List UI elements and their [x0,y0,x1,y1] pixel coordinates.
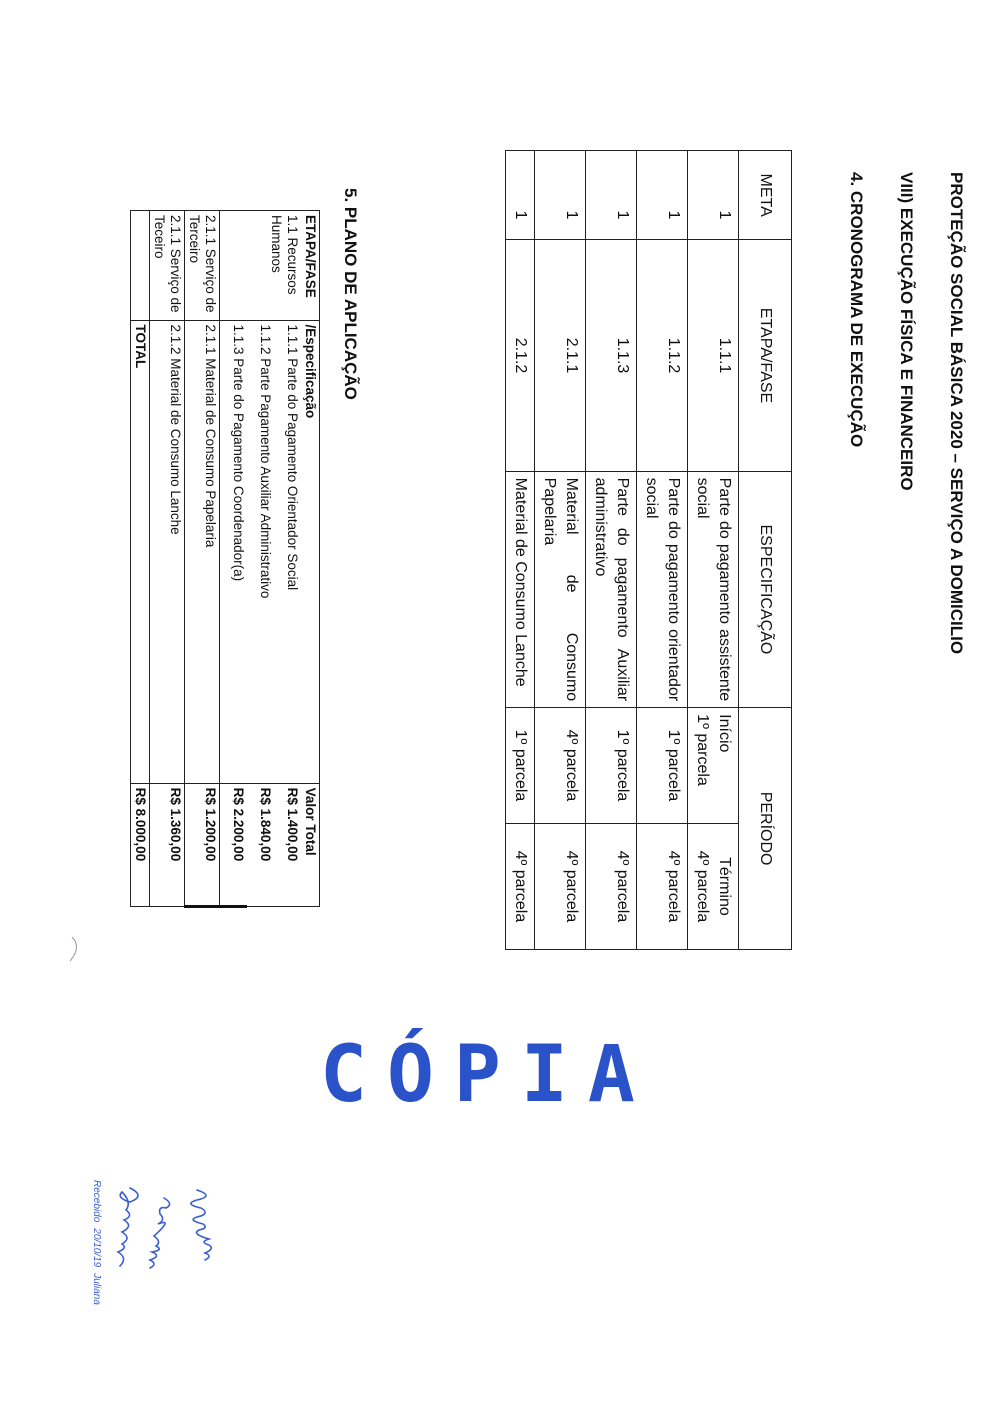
especificacao-cell: Parte do pagamento assistente social [688,471,739,708]
signature-line2: 20/10/19 [91,1228,102,1268]
plano-etapa-cell: 2.1.1 Serviço de Teceiro [150,211,185,321]
plano-row [185,211,220,907]
especificacao-cell: Parte do pagamento orientador social [637,471,688,708]
plano-table [130,210,320,908]
inicio-cell: 1º parcela [586,708,637,824]
cronograma-row [586,151,637,950]
termino-cell: 4º parcela [535,823,586,949]
etapa-header: ETAPA/FASE [739,240,792,471]
plano-total-spacer [131,211,150,321]
meta-cell: 1 [535,151,586,240]
signature-text [91,1180,102,1311]
cronograma-heading: 4. CRONOGRAMA DE EXECUÇÃO [847,172,866,448]
cronograma-row [535,151,586,950]
document-title: PROTEÇÃO SOCIAL BÁSICA 2020 – SERVIÇO A DOMICILIO [947,172,966,655]
handwritten-signature [102,1180,222,1350]
cronograma-row [506,151,535,950]
inicio-label: Início [716,714,733,753]
plano-valor-cell: R$ 1.360,00 [150,783,185,906]
plano-row [150,211,185,907]
cronograma-table [505,150,792,950]
inicio-value: 1º parcela [694,714,711,786]
plano-header-row [301,211,320,907]
inicio-cell: 1º parcela [637,708,688,824]
plano-valor-cell: R$ 2.200,00 [220,783,248,906]
cronograma-header-row [739,151,792,950]
cronograma-row [688,151,739,950]
termino-cell [688,823,739,949]
inicio-cell [688,708,739,824]
plano-especificacao-cell: 2.1.2 Material de Consumo Lanche [150,320,185,783]
plano-heading: 5. PLANO DE APLICAÇÃO [341,188,360,400]
meta-cell: 1 [637,151,688,240]
plano-total-row [131,211,150,907]
plano-etapa-cell: 2.1.1 Serviço de Terceiro [185,211,220,321]
plano-especificacao-header: /Especificação [301,320,320,783]
section-heading: VIII) EXECUÇÃO FÍSICA E FINANCEIRO [897,172,916,491]
especificacao-cell: Material de Consumo Lanche [506,471,535,708]
meta-header: META [739,151,792,240]
signature-line3: Juliana [91,1273,102,1305]
plano-valor-cell: R$ 1.840,00 [247,783,274,906]
meta-cell: 1 [586,151,637,240]
termino-cell: 4º parcela [506,823,535,949]
termino-value: 4º parcela [694,850,711,923]
especificacao-cell: Parte do pagamento Auxiliar administrativo [586,471,637,708]
termino-cell: 4º parcela [586,823,637,949]
plano-valor-header: Valor Total [301,783,320,906]
meta-cell: 1 [506,151,535,240]
cronograma-row [637,151,688,950]
etapa-cell: 1.1.3 [586,240,637,471]
plano-total-value: R$ 8.000,00 [131,783,150,906]
etapa-cell: 2.1.1 [535,240,586,471]
plano-row [274,211,301,907]
scan-mark [62,935,82,965]
etapa-cell: 1.1.2 [637,240,688,471]
plano-especificacao-cell: 1.1.3 Parte do Pagamento Coordenador(a) [220,320,248,783]
copia-stamp: CÓPIA [320,1030,655,1120]
inicio-cell: 4º parcela [535,708,586,824]
plano-etapa-cell: 1.1 Recursos Humanos [269,215,300,295]
inicio-cell: 1º parcela [506,708,535,824]
periodo-header: PERÍODO [739,708,792,950]
plano-valor-cell: R$ 1.200,00 [185,783,220,906]
especificacao-cell: Material de Consumo Papelaria [535,471,586,708]
plano-especificacao-cell: 2.1.1 Material de Consumo Papelaria [185,320,220,783]
etapa-cell: 2.1.2 [506,240,535,471]
meta-cell: 1 [688,151,739,240]
plano-especificacao-cell: 1.1.2 Parte Pagamento Auxiliar Administrativo [247,320,274,783]
especificacao-header: ESPECIFICAÇÃO [739,471,792,708]
signature-line1: Recebido [91,1180,102,1223]
plano-especificacao-cell: 1.1.1 Parte do Pagamento Orientador Social [274,320,301,783]
plano-total-label: TOTAL [131,320,150,783]
etapa-cell: 1.1.1 [688,240,739,471]
termino-label: Término [716,857,733,916]
plano-valor-cell: R$ 1.400,00 [274,783,301,906]
termino-cell: 4º parcela [637,823,688,949]
plano-etapa-header: ETAPA/FASE [303,215,318,298]
